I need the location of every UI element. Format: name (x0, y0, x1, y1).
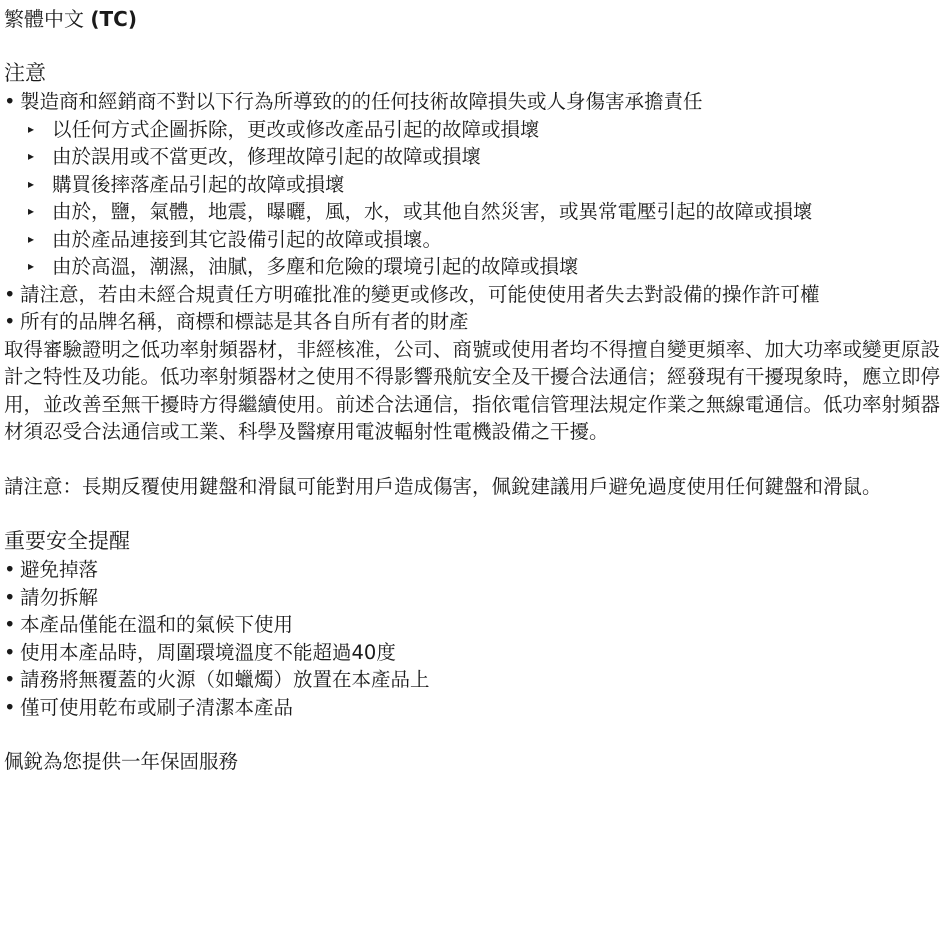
sub-marker-icon: ▸ (28, 231, 35, 246)
language-code: (TC) (90, 7, 137, 31)
sub-marker-icon: ▸ (28, 259, 35, 273)
notice-sub-item (4, 143, 950, 171)
bullet-marker: • (4, 90, 16, 113)
language-name: 繁體中文 (4, 7, 84, 31)
safety-item-text: 請務將無覆蓋的火源（如蠟燭）放置在本產品上 (20, 668, 430, 691)
safety-item (4, 611, 950, 639)
notice-sub-item-text: 由於產品連接到其它設備引起的故障或損壞。 (52, 227, 443, 251)
bullet-marker: • (4, 585, 16, 609)
notice-bullet-text: 所有的品牌名稱，商標和標誌是其各自所有者的財產 (20, 310, 469, 333)
safety-item (4, 584, 950, 612)
notice-sub-item (4, 198, 950, 226)
notice-sub-item-text: 由於，鹽，氣體，地震，曝曬，風，水，或其他自然災害，或異常電壓引起的故障或損壞 (52, 200, 813, 223)
safety-item-text: 請勿拆解 (20, 585, 99, 609)
bullet-marker: • (4, 310, 16, 333)
notice-sub-item (4, 171, 950, 199)
notice-bullet-modification (4, 281, 950, 309)
safety-item-text: 本產品僅能在溫和的氣候下使用 (20, 613, 294, 636)
ncc-regulation-paragraph: 取得審驗證明之低功率射頻器材，非經核准，公司、商號或使用者均不得擅自變更頻率、加大功率或變更原設計之特性及功能。低功率射頻器材之使用不得影響飛航安全及干擾合法通信；經發現有干擾現象時，應立即停用，並改善至無干擾時方得繼續使用。前述合法通信，指依電信管理法規定作業之無線電通信。低功率射頻器材須忍受合法通信或工業、科學及醫療用電波輻射性電機設備之干擾。 (4, 337, 941, 443)
safety-heading: 重要安全提醒 (4, 529, 130, 553)
notice-sub-item-text: 購買後摔落產品引起的故障或損壞 (52, 172, 345, 196)
bullet-marker: • (4, 668, 16, 691)
safety-item-text: 僅可使用乾布或刷子清潔本產品 (20, 695, 294, 719)
warranty-statement: 佩銳為您提供一年保固服務 (4, 750, 239, 773)
safety-item (4, 556, 950, 584)
notice-sub-item-text: 以任何方式企圖拆除，更改或修改產品引起的故障或損壞 (52, 117, 540, 141)
notice-sub-item (4, 116, 950, 144)
notice-bullet-trademarks (4, 308, 950, 336)
notice-heading: 注意 (4, 61, 46, 85)
language-title (4, 4, 950, 34)
notice-sub-item (4, 226, 950, 254)
bullet-marker: • (4, 613, 16, 636)
sub-marker-icon: ▸ (28, 176, 35, 191)
notice-sub-item-text: 由於誤用或不當更改，修理故障引起的故障或損壞 (52, 145, 482, 168)
safety-item-text: 避免掉落 (20, 558, 99, 581)
notice-bullet-text: 請注意，若由未經合規責任方明確批准的變更或修改，可能使使用者失去對設備的操作許可權 (20, 282, 820, 306)
notice-sub-item (4, 253, 950, 281)
notice-bullet-liability (4, 88, 950, 116)
notice-sub-item-text: 由於高溫，潮濕，油膩，多塵和危險的環境引起的故障或損壞 (52, 255, 579, 278)
sub-marker-icon: ▸ (28, 204, 35, 218)
bullet-marker: • (4, 695, 16, 719)
sub-marker-icon: ▸ (28, 121, 35, 136)
bullet-marker: • (4, 558, 16, 581)
safety-item (4, 639, 950, 667)
notice-bullet-text: 製造商和經銷商不對以下行為所導致的的任何技術故障損失或人身傷害承擔責任 (20, 90, 703, 113)
health-warning-paragraph: 請注意：長期反覆使用鍵盤和滑鼠可能對用戶造成傷害，佩銳建議用戶避免過度使用任何鍵盤和滑鼠。 (4, 474, 882, 498)
safety-item (4, 666, 950, 694)
safety-item (4, 694, 950, 722)
bullet-marker: • (4, 282, 16, 306)
safety-item-text: 使用本產品時，周圍環境溫度不能超過40度 (20, 640, 396, 664)
bullet-marker: • (4, 640, 16, 664)
sub-marker-icon: ▸ (28, 149, 35, 163)
